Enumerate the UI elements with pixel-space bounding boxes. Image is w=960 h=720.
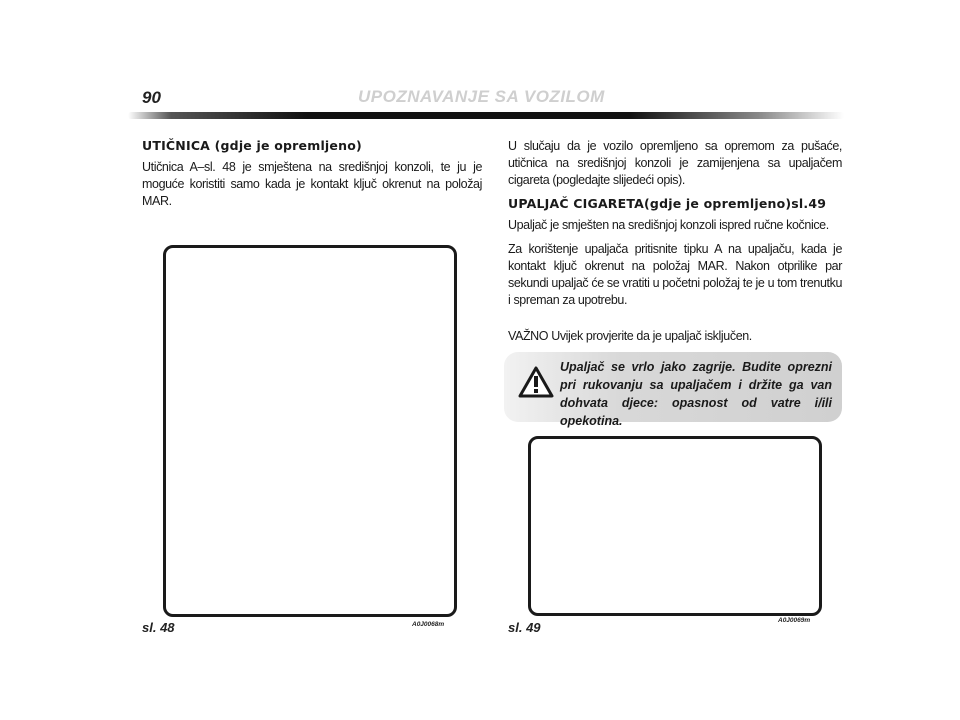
page-header-title: UPOZNAVANJE SA VOZILOM (358, 87, 605, 106)
lighter-paragraph-2: Za korištenje upaljača pritisnite tipku A na upaljaču, kada je kontakt ključ okrenut na položaj MAR. Nakon otprilike par sekundi upaljač će se vratiti u početni položaj te je u tom trenutku i spreman za upotrebu. (508, 242, 842, 307)
header-divider (128, 112, 844, 119)
right-column (508, 138, 842, 352)
lighter-heading: UPALJAČ CIGARETA(gdje je opremljeno)sl.49 (508, 196, 827, 211)
spacer (508, 316, 842, 328)
lighter-intro-paragraph: U slučaju da je vozilo opremljeno sa opremom za pušaće, utičnica na središnjoj konzoli je zamijenjena sa upaljačem cigareta (pogledajte slijedeći opis). (508, 139, 842, 187)
warning-triangle-icon (518, 366, 554, 398)
figure-49-caption: sl. 49 (508, 620, 541, 635)
figure-48-frame (163, 245, 457, 617)
figure-49-frame (528, 436, 822, 616)
page-number: 90 (142, 88, 161, 107)
lighter-paragraph-1: Upaljač je smješten na središnjoj konzoli ispred ručne kočnice. (508, 218, 829, 232)
socket-paragraph: Utičnica A–sl. 48 je smještena na središnjoj konzoli, te ju je moguće koristiti samo kada je kontakt ključ okrenut na položaj MAR. (142, 160, 482, 208)
warning-text: Upaljač se vrlo jako zagrije. Budite oprezni pri rukovanju sa upaljačem i držite ga van dohvata djece: opasnost od vatre i/ili opekotina. (560, 360, 832, 428)
figure-48-caption: sl. 48 (142, 620, 175, 635)
figure-48-code: A0J0068m (412, 621, 445, 628)
figure-49-code: A0J0069m (778, 617, 811, 624)
important-note: VAŽNO Uvijek provjerite da je upaljač isključen. (508, 329, 752, 343)
warning-box (504, 352, 842, 428)
socket-heading: UTIČNICA (gdje je opremljeno) (142, 138, 362, 153)
left-column (142, 138, 482, 217)
